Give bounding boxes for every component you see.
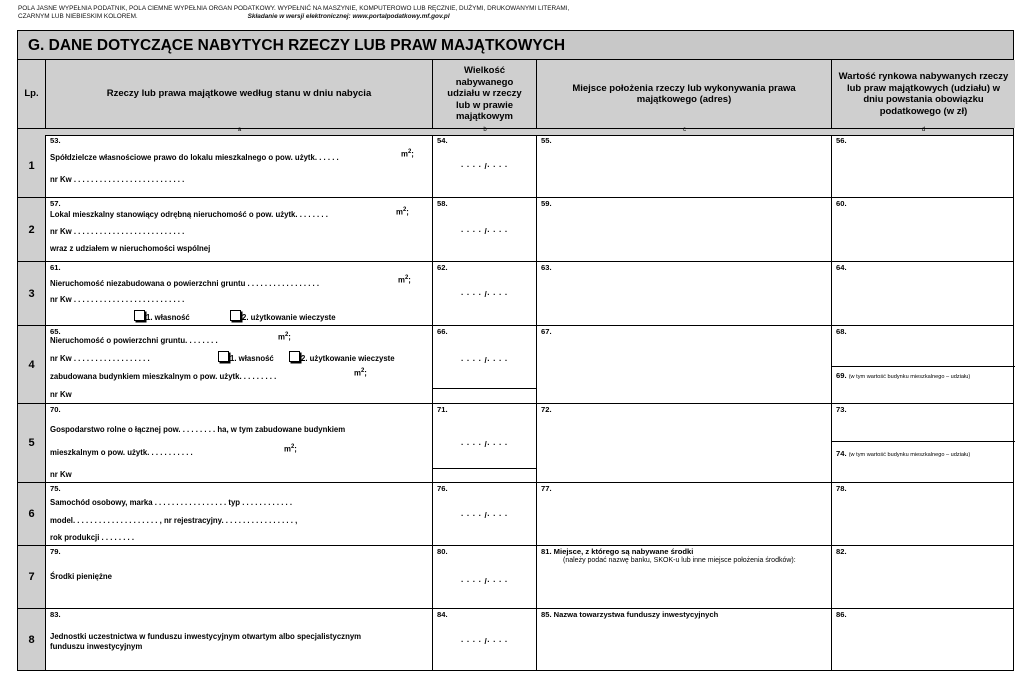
checkbox-icon[interactable] xyxy=(289,351,300,362)
field-78[interactable] xyxy=(832,483,1015,545)
field-label: wraz z udziałem w nieruchomości wspólnej xyxy=(50,244,211,253)
field-label: zabudowana budynkiem mieszkalnym o pow. użytk. . . . . . . . . xyxy=(50,372,277,381)
row-number: 2 xyxy=(18,198,46,261)
field-number: 62. xyxy=(437,263,448,272)
perpetual-usufruct-option[interactable] xyxy=(289,351,395,363)
letter-d: d xyxy=(921,127,926,133)
field-64[interactable] xyxy=(832,262,1015,325)
row-number: 5 xyxy=(18,404,46,482)
unit-m2: $m^2$; xyxy=(284,444,297,454)
divider xyxy=(433,468,536,469)
header-a: Rzeczy lub prawa majątkowe według stanu w dniu nabycia xyxy=(46,60,433,128)
table-row xyxy=(18,135,1013,198)
table-row xyxy=(18,326,1013,404)
letter-b: b xyxy=(483,127,487,133)
field-label: Nieruchomość o powierzchni gruntu. . . . . . . . xyxy=(50,336,218,345)
row-number: 3 xyxy=(18,262,46,325)
field-number: 69. xyxy=(836,371,847,380)
field-number: 82. xyxy=(836,547,847,556)
letter-a: a xyxy=(237,127,242,133)
row-number: 8 xyxy=(18,609,46,670)
section-g-form xyxy=(17,30,1014,671)
section-title: G. DANE DOTYCZĄCE NABYTYCH RZECZY LUB PRAW MAJĄTKOWYCH xyxy=(18,31,1013,60)
field-number: 86. xyxy=(836,610,847,619)
field-number: 81. Miejsce, z którego są nabywane środki xyxy=(541,547,694,556)
field-58[interactable] xyxy=(433,198,537,261)
instructions-line-2: CZARNYM LUB NIEBIESKIM KOLOREM. xyxy=(18,12,138,20)
table-row xyxy=(18,262,1013,326)
field-label: Samochód osobowy, marka . . . . . . . . . . . . . . . . . typ . . . . . . . . . . . . xyxy=(50,498,293,507)
field-57[interactable] xyxy=(46,198,433,261)
field-label: nr Kw xyxy=(50,390,72,399)
field-number: 54. xyxy=(437,136,448,145)
header-c: Miejsce położenia rzeczy lub wykonywania prawa majątkowego (adres) xyxy=(537,60,832,128)
field-82[interactable] xyxy=(832,546,1015,608)
unit-m2: $m^2$; xyxy=(401,149,414,159)
field-number: 65. xyxy=(50,327,61,336)
field-73[interactable] xyxy=(832,404,1015,482)
field-59[interactable] xyxy=(537,198,832,261)
field-76[interactable] xyxy=(433,483,537,545)
field-note: (w tym wartość budynku mieszkalnego – udziału) xyxy=(848,374,971,380)
field-number: 59. xyxy=(541,199,552,208)
field-label: Środki pieniężne xyxy=(50,572,112,581)
field-79[interactable] xyxy=(46,546,433,608)
table-row xyxy=(18,483,1013,546)
header-b: Wielkość nabywanego udziału w rzeczy lub w prawie majątkowym xyxy=(433,60,537,128)
option-label: 2. użytkowanie wieczyste xyxy=(301,354,395,363)
share-fraction: · · · · /· · · · xyxy=(460,511,509,520)
checkbox-icon[interactable] xyxy=(134,310,145,321)
share-fraction: · · · · /· · · · xyxy=(460,577,509,586)
field-number: 77. xyxy=(541,484,552,493)
field-number: 64. xyxy=(836,263,847,272)
field-53[interactable] xyxy=(46,135,433,197)
field-85[interactable] xyxy=(537,609,832,670)
field-number: 84. xyxy=(437,610,448,619)
share-fraction: · · · · /· · · · xyxy=(460,162,509,171)
field-label: Nieruchomość niezabudowana o powierzchni gruntu . . . . . . . . . . . . . . . . . xyxy=(50,279,320,288)
field-56[interactable] xyxy=(832,135,1015,197)
field-67[interactable] xyxy=(537,326,832,403)
option-label: 1. własność xyxy=(146,313,190,322)
field-75[interactable] xyxy=(46,483,433,545)
share-fraction: · · · · /· · · · xyxy=(460,440,509,449)
field-number: 75. xyxy=(50,484,61,493)
unit-m2: $m^2$; xyxy=(354,368,367,378)
field-55[interactable] xyxy=(537,135,832,197)
field-number: 70. xyxy=(50,405,61,414)
table-row xyxy=(18,198,1013,262)
instructions-line-1: POLA JASNE WYPEŁNIA PODATNIK, POLA CIEMNE WYPEŁNIA ORGAN PODATKOWY. WYPEŁNIĆ NA MASZYNIE, KOMPUTEROWO LUB RĘCZNIE, DUŻYMI, DRUKOWANYMI LITERAMI, xyxy=(18,5,570,12)
field-label: Lokal mieszkalny stanowiący odrębną nieruchomość o pow. użytk. . . . . . . . xyxy=(50,210,328,219)
field-number: 80. xyxy=(437,547,448,556)
field-66[interactable] xyxy=(433,326,537,403)
table-row xyxy=(18,546,1013,609)
field-number: 58. xyxy=(437,199,448,208)
table-row xyxy=(18,609,1013,670)
field-number: 85. Nazwa towarzystwa funduszy inwestycyjnych xyxy=(541,610,719,619)
field-number: 83. xyxy=(50,610,61,619)
ownership-option[interactable] xyxy=(134,310,190,322)
field-number: 68. xyxy=(836,327,847,336)
field-69[interactable] xyxy=(836,371,970,380)
field-label: nr Kw xyxy=(50,470,72,479)
field-61[interactable] xyxy=(46,262,433,325)
letter-c: c xyxy=(683,127,686,133)
option-label: 1. własność xyxy=(230,354,274,363)
row-number: 6 xyxy=(18,483,46,545)
field-label: Spółdzielcze własnościowe prawo do lokalu mieszkalnego o pow. użytk. . . . . . xyxy=(50,153,339,162)
field-83[interactable] xyxy=(46,609,433,670)
field-label: nr Kw . . . . . . . . . . . . . . . . . . . . . . . . . . xyxy=(50,295,185,304)
field-77[interactable] xyxy=(537,483,832,545)
table-row xyxy=(18,404,1013,483)
unit-m2: $m^2$; xyxy=(396,207,409,217)
field-number: 66. xyxy=(437,327,448,336)
perpetual-usufruct-option[interactable] xyxy=(230,310,336,322)
field-84[interactable] xyxy=(433,609,537,670)
option-label: 2. użytkowanie wieczyste xyxy=(242,313,336,322)
field-note: (w tym wartość budynku mieszkalnego – udziału) xyxy=(848,452,971,458)
row-number: 4 xyxy=(18,326,46,403)
header-d: Wartość rynkowa nabywanych rzeczy lub praw majątkowych (udziału) w dniu powstania obowiązku podatkowego (w zł) xyxy=(832,60,1015,128)
field-number: 67. xyxy=(541,327,552,336)
field-number: 61. xyxy=(50,263,61,272)
unit-m2: $m^2$; xyxy=(278,332,291,342)
unit-m2: $m^2$; xyxy=(398,275,411,285)
field-label: model. . . . . . . . . . . . . . . . . . . . , nr rejestracyjny. . . . . . . . . . . . . . . . . , xyxy=(50,516,298,525)
field-86[interactable] xyxy=(832,609,1015,670)
field-71[interactable] xyxy=(433,404,537,482)
field-62[interactable] xyxy=(433,262,537,325)
field-label: nr Kw . . . . . . . . . . . . . . . . . . . . . . . . . . xyxy=(50,175,185,184)
field-74[interactable] xyxy=(836,449,970,458)
field-label: Gospodarstwo rolne o łącznej pow. . . . . . . . . ha, w tym zabudowane budynkiem xyxy=(50,425,346,434)
field-68[interactable] xyxy=(832,326,1015,403)
field-65[interactable] xyxy=(46,326,433,403)
field-54[interactable] xyxy=(433,135,537,197)
field-number: 56. xyxy=(836,136,847,145)
field-number: 55. xyxy=(541,136,552,145)
field-number: 76. xyxy=(437,484,448,493)
checkbox-icon[interactable] xyxy=(230,310,241,321)
field-70[interactable] xyxy=(46,404,433,482)
field-number: 57. xyxy=(50,199,61,208)
share-fraction: · · · · /· · · · xyxy=(460,290,509,299)
field-60[interactable] xyxy=(832,198,1015,261)
field-number: 53. xyxy=(50,136,61,145)
share-fraction: · · · · /· · · · xyxy=(460,227,509,236)
checkbox-icon[interactable] xyxy=(218,351,229,362)
field-number: 79. xyxy=(50,547,61,556)
divider xyxy=(433,388,536,389)
divider xyxy=(832,441,1015,442)
field-label: nr Kw . . . . . . . . . . . . . . . . . . xyxy=(50,354,150,363)
field-label: Jednostki uczestnictwa w funduszu inwestycyjnym otwartym albo specjalistycznym xyxy=(50,632,362,641)
field-label: mieszkalnym o pow. użytk. . . . . . . . . . . xyxy=(50,448,193,457)
field-note: (należy podać nazwę banku, SKOK-u lub inne miejsce położenia środków): xyxy=(563,557,796,564)
row-number: 7 xyxy=(18,546,46,608)
field-label: funduszu inwestycyjnym xyxy=(50,642,143,651)
field-72[interactable] xyxy=(537,404,832,482)
row-number: 1 xyxy=(18,135,46,197)
field-label: rok produkcji . . . . . . . . xyxy=(50,533,135,542)
field-number: 72. xyxy=(541,405,552,414)
field-63[interactable] xyxy=(537,262,832,325)
field-number: 60. xyxy=(836,199,847,208)
field-number: 74. xyxy=(836,449,847,458)
e-filing-note: Składanie w wersji elektronicznej: www.portalpodatkowy.mf.gov.pl xyxy=(247,12,450,20)
header-lp: Lp. xyxy=(18,60,46,128)
share-fraction: · · · · /· · · · xyxy=(460,356,509,365)
share-fraction: · · · · /· · · · xyxy=(460,637,509,646)
field-number: 73. xyxy=(836,405,847,414)
divider xyxy=(832,366,1015,367)
field-80[interactable] xyxy=(433,546,537,608)
field-number: 63. xyxy=(541,263,552,272)
field-81[interactable] xyxy=(537,546,832,608)
ownership-option[interactable] xyxy=(218,351,274,363)
instructions-note xyxy=(18,5,718,20)
field-label: nr Kw . . . . . . . . . . . . . . . . . . . . . . . . . . xyxy=(50,227,185,236)
field-number: 71. xyxy=(437,405,448,414)
field-number: 78. xyxy=(836,484,847,493)
